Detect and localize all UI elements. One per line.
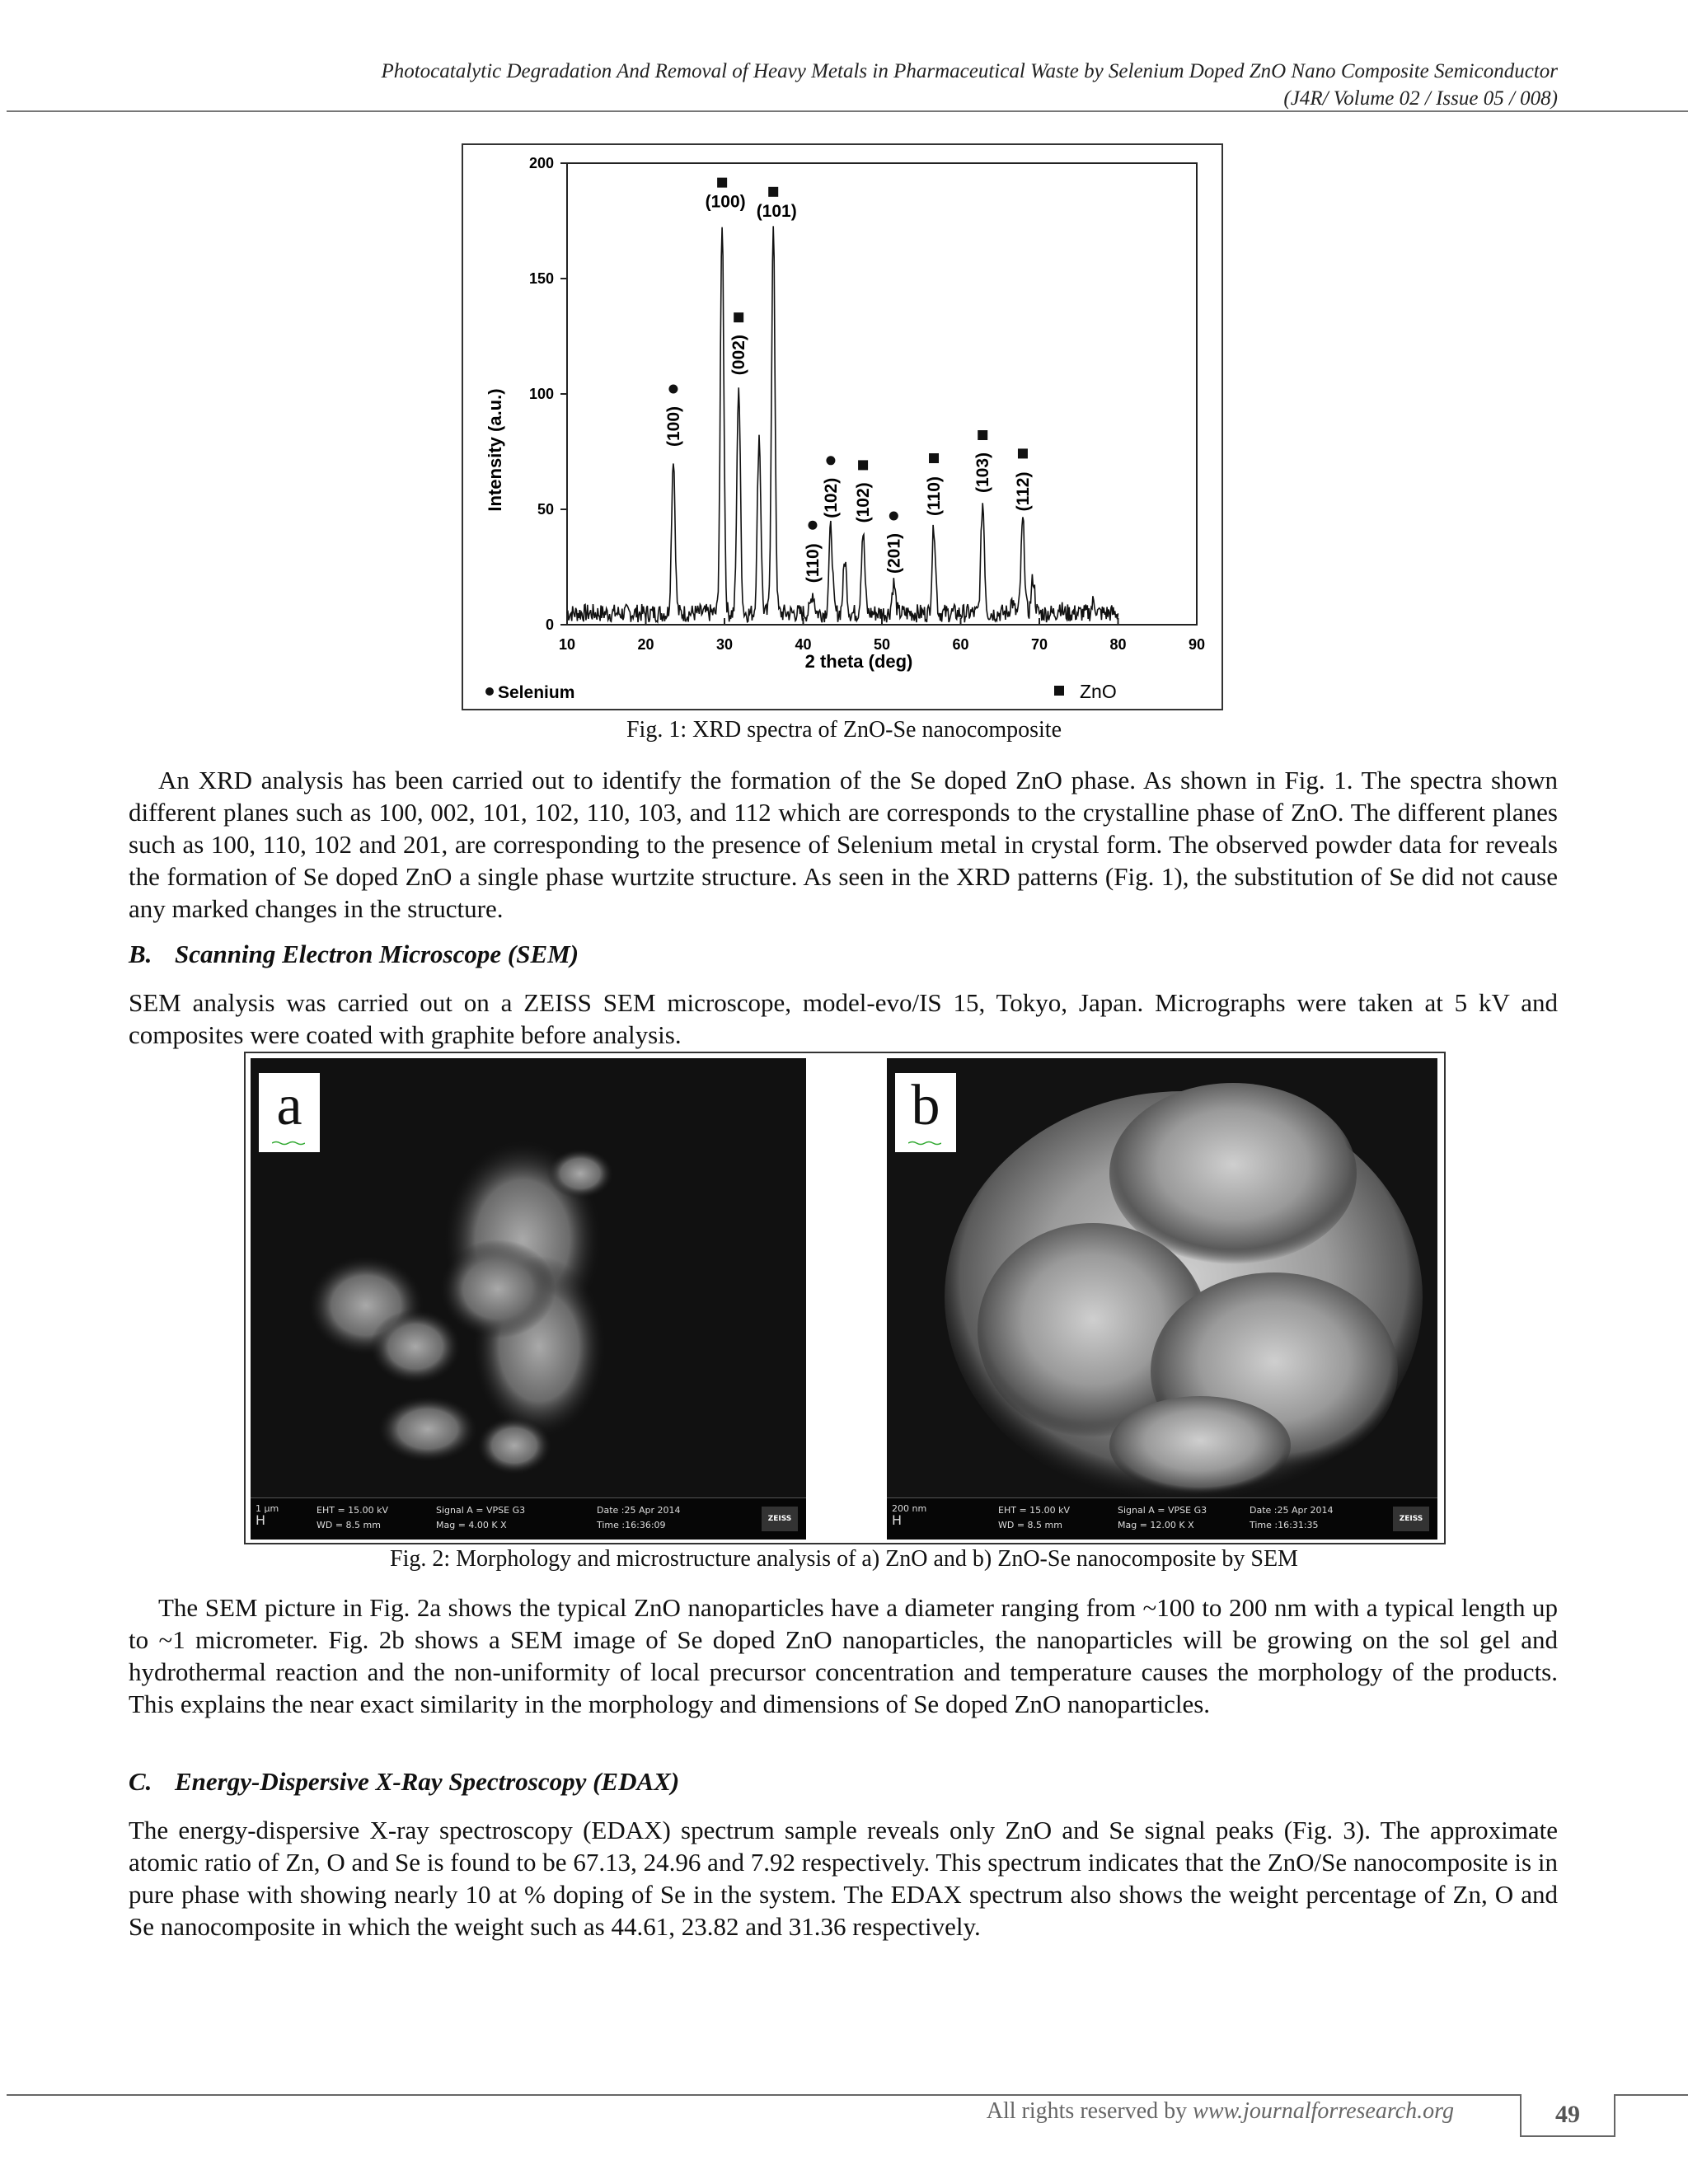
eht: EHT = 15.00 kV (316, 1505, 389, 1516)
x-tick-label: 80 (1109, 636, 1127, 653)
y-axis-label: Intensity (a.u.) (485, 388, 505, 512)
running-header (381, 58, 1558, 112)
x-tick-label: 90 (1188, 636, 1206, 653)
y-tick-label: 200 (528, 155, 554, 171)
peak-annotation (884, 512, 903, 574)
legend-zno (1054, 681, 1117, 702)
y-tick-label: 150 (528, 270, 554, 287)
peak-annotation (757, 187, 797, 221)
zno-marker (768, 187, 778, 197)
legend-selenium (485, 683, 574, 702)
panel-label-a (259, 1073, 320, 1152)
zno-marker (929, 453, 939, 463)
x-tick-label: 50 (873, 636, 891, 653)
legend-zno-marker (1054, 686, 1064, 696)
footer-rights-text: All rights reserved by (986, 2098, 1193, 2124)
section-title-sem: Scanning Electron Microscope (SEM) (175, 940, 579, 968)
date: Date :25 Apr 2014 (597, 1505, 681, 1516)
figure-2-caption: Fig. 2: Morphology and microstructure analysis of a) ZnO and b) ZnO-Se nanocomposite by SEM (390, 1546, 1298, 1572)
panel-label-b (895, 1073, 956, 1152)
paragraph-edax: The energy-dispersive X-ray spectroscopy (EDAX) spectrum sample reveals only ZnO and Se signal peaks (Fig. 3). The approximate atomic ratio of Zn, O and Se is found to be 67.13, 24.96 and 7.92 respectively. This spectrum indicates that the ZnO/Se nanocomposite is in pure phase with showing nearly 10 at % doping of Se in the system. The EDAX spectrum also shows the weight percentage of Zn, O and Se nanocomposite in which the weight such as 44.61, 23.82 and 31.36 respectively. (129, 1816, 1558, 1941)
selenium-marker (826, 456, 835, 465)
legend-selenium-label: Selenium (498, 683, 575, 702)
paragraph-xrd-analysis: An XRD analysis has been carried out to identify the formation of the Se doped ZnO phase. As shown in Fig. 1. The spectra shown different planes such as 100, 002, 101, 102, 110, 103, and 112 which are corresponds to the crystalline phase of ZnO. The different planes such as 100, 110, 102 and 201, are corresponding to the presence of Selenium metal in crystal form. The observed powder data for reveals the formation of Se doped ZnO a single phase wurtzite structure. As seen in the XRD patterns (Fig. 1), the substitution of Se did not cause any marked changes in the structure. (129, 766, 1558, 923)
working-distance: WD = 8.5 mm (316, 1520, 381, 1530)
legend-zno-label: ZnO (1080, 681, 1117, 702)
peak-annotation (925, 453, 944, 516)
peak-annotation (1014, 448, 1033, 511)
footer-site-link[interactable]: www.journalforresearch.org (1193, 2098, 1454, 2124)
legend-selenium-marker (485, 687, 494, 696)
magnification: Mag = 4.00 K X (436, 1520, 507, 1530)
peak-annotation (973, 430, 992, 493)
y-tick-label: 50 (537, 501, 554, 518)
peak-label: (101) (756, 201, 797, 221)
scale-bar-icon: H (892, 1512, 903, 1528)
panel-letter-b: b (911, 1074, 940, 1137)
x-axis-label: 2 theta (deg) (804, 651, 913, 672)
zno-marker (734, 312, 743, 322)
signal: Signal A = VPSE G3 (436, 1505, 526, 1516)
section-letter-b: B. (129, 940, 152, 968)
zeiss-logo: ZEISS (1393, 1507, 1429, 1531)
peak-annotation (822, 456, 841, 518)
header-divider (7, 110, 1688, 112)
selenium-marker (808, 521, 817, 530)
sem-panel-b (887, 1058, 1437, 1540)
peak-label: (102) (854, 482, 874, 523)
scale-bar-icon: H (256, 1512, 266, 1528)
sem-figure (244, 1052, 1446, 1544)
x-tick-label: 40 (795, 636, 812, 653)
sem-databar-a (251, 1497, 806, 1540)
paragraph-sem-results: The SEM picture in Fig. 2a shows the typical ZnO nanoparticles have a diameter ranging from ~100 to 200 nm with a typical length up to ~1 micrometer. Fig. 2b shows a SEM image of Se doped ZnO nanoparticles, the nanoparticles will be growing on the sol gel and hydrothermal reaction and the non-uniformity of local precursor concentration and temperature causes the morphology of the products. This explains the near exact similarity in the morphology and dimensions of Se doped ZnO nanoparticles. (129, 1593, 1558, 1718)
peak-annotation (729, 312, 748, 375)
y-tick-label: 100 (528, 386, 554, 402)
sem-micrograph-a (251, 1058, 806, 1540)
x-tick-label: 70 (1030, 636, 1048, 653)
selenium-marker (889, 512, 898, 521)
page-number: 49 (1520, 2094, 1615, 2137)
y-tick-label: 0 (545, 616, 554, 633)
eht: EHT = 15.00 kV (998, 1505, 1071, 1516)
x-tick-label: 20 (637, 636, 654, 653)
wave-underline-icon (272, 1141, 305, 1146)
peak-label: (110) (925, 476, 945, 516)
footer-rights (987, 2098, 1454, 2125)
x-tick-label: 10 (558, 636, 576, 653)
header-title: Photocatalytic Degradation And Removal of Heavy Metals in Pharmaceutical Waste by Selenium Doped ZnO Nano Composite Semiconductor (381, 60, 1558, 82)
zno-marker (1018, 448, 1028, 458)
selenium-marker (668, 385, 678, 394)
peak-annotation (706, 178, 746, 212)
wave-underline-icon (908, 1141, 941, 1146)
sem-panel-a (251, 1058, 806, 1540)
signal: Signal A = VPSE G3 (1118, 1505, 1207, 1516)
peak-annotation (804, 521, 823, 583)
sem-databar-b (887, 1497, 1437, 1540)
xrd-figure (462, 143, 1223, 710)
footer-divider (7, 2094, 1520, 2096)
paragraph-sem-method: SEM analysis was carried out on a ZEISS SEM microscope, model-evo/IS 15, Tokyo, Japan. Micrographs were taken at 5 kV and composites were coated with graphite before analysis. (129, 988, 1558, 1049)
date: Date :25 Apr 2014 (1250, 1505, 1334, 1516)
peak-annotation (854, 460, 873, 523)
plot-frame (567, 163, 1197, 625)
footer-divider-right (1615, 2094, 1688, 2096)
time: Time :16:36:09 (597, 1520, 666, 1530)
peak-annotation (664, 385, 683, 448)
xrd-spectrum-line (567, 226, 1118, 622)
x-tick-label: 30 (715, 636, 734, 653)
peak-label: (110) (803, 543, 823, 583)
peak-label: (100) (705, 192, 746, 212)
peak-label: (102) (821, 477, 841, 518)
peak-label: (100) (663, 405, 683, 447)
time: Time :16:31:35 (1250, 1520, 1319, 1530)
magnification: Mag = 12.00 K X (1118, 1520, 1194, 1530)
peak-label: (201) (884, 532, 904, 574)
peak-label: (112) (1013, 471, 1033, 512)
section-letter-c: C. (129, 1767, 152, 1796)
section-heading-edax (129, 1767, 679, 1797)
peak-label: (103) (973, 452, 993, 493)
figure-1-caption: Fig. 1: XRD spectra of ZnO-Se nanocomposite (626, 717, 1062, 743)
header-volume: (J4R/ Volume 02 / Issue 05 / 008) (1283, 87, 1558, 110)
zno-marker (717, 178, 727, 188)
section-heading-sem (129, 940, 579, 969)
panel-letter-a: a (276, 1074, 302, 1137)
xrd-chart (463, 145, 1221, 709)
working-distance: WD = 8.5 mm (998, 1520, 1062, 1530)
scale-label: 200 nm (892, 1503, 927, 1514)
scale-label: 1 μm (256, 1503, 279, 1514)
peak-label: (002) (729, 335, 749, 376)
section-title-edax: Energy-Dispersive X-Ray Spectroscopy (EDAX) (175, 1767, 680, 1796)
zno-marker (858, 460, 868, 470)
sem-micrograph-b (887, 1058, 1437, 1540)
x-tick-label: 60 (952, 636, 969, 653)
zeiss-logo: ZEISS (762, 1507, 798, 1531)
zno-marker (978, 430, 987, 440)
